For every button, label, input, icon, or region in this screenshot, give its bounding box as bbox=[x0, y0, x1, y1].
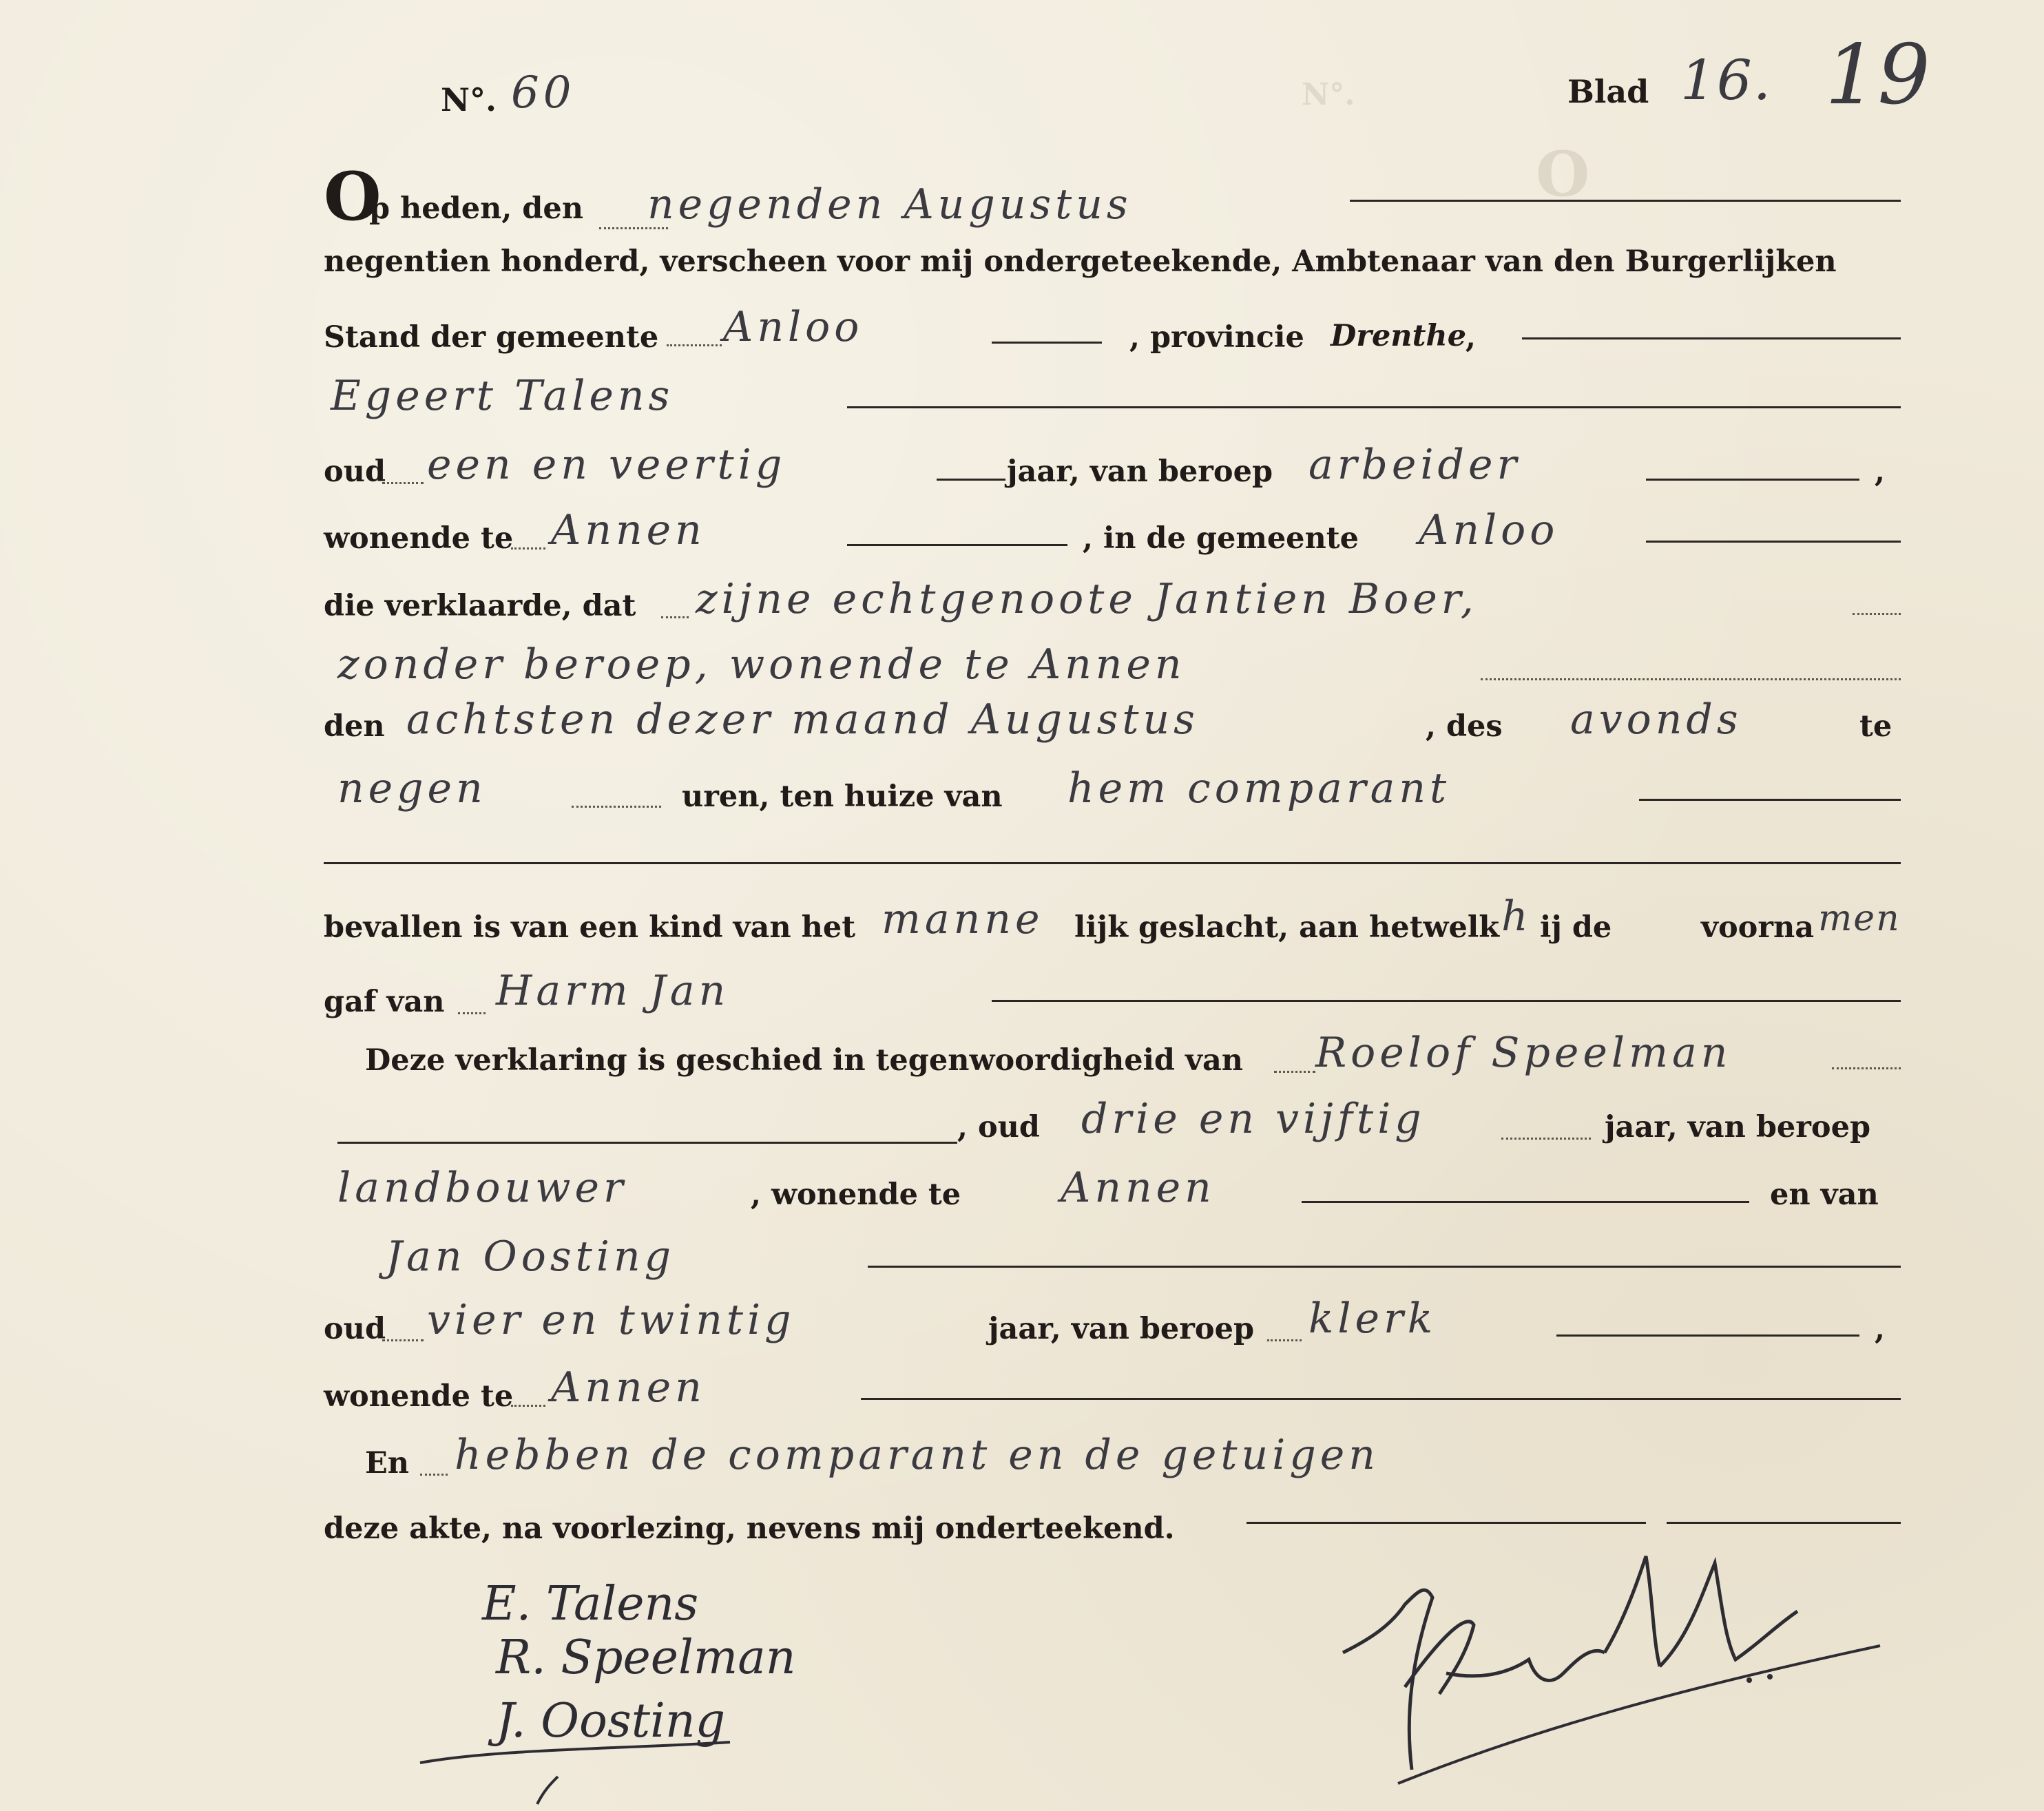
line-7-dots-end bbox=[1853, 613, 1901, 615]
witness-2-name: Jan Oosting bbox=[386, 1233, 675, 1281]
signature-declarant: E. Talens bbox=[482, 1577, 699, 1631]
line-11-text-d: voorna bbox=[1701, 910, 1815, 945]
declarant-name: Egeert Talens bbox=[331, 372, 674, 420]
line-14-text-a: , oud bbox=[957, 1110, 1040, 1144]
line-9-text-b: , des bbox=[1426, 709, 1503, 744]
closing-statement: hebben de comparant en de getuigen bbox=[455, 1431, 1379, 1479]
line-17-text-b: jaar, van beroep bbox=[988, 1312, 1255, 1346]
birth-daypart: avonds bbox=[1570, 695, 1742, 744]
line-3-rule-end bbox=[1522, 337, 1901, 339]
child-name: Harm Jan bbox=[496, 967, 730, 1015]
line-5-dots-a bbox=[382, 482, 424, 484]
record-number-value: 60 bbox=[511, 67, 576, 118]
line-5-rule-b bbox=[1646, 479, 1859, 481]
witness-1-name: Roelof Speelman bbox=[1315, 1029, 1732, 1077]
line-17-dots-b bbox=[1267, 1339, 1302, 1341]
line-15-rule bbox=[1302, 1201, 1749, 1203]
line-1-date: negenden Augustus bbox=[647, 180, 1132, 229]
signature-witness-2: J. Oosting bbox=[496, 1694, 726, 1748]
line-2-text: negentien honderd, verscheen voor mij ondergeteekende, Ambtenaar van den Burgerlijken bbox=[324, 244, 1837, 279]
line-12-rule bbox=[992, 1000, 1901, 1002]
page-number: 16. bbox=[1680, 48, 1773, 112]
line-15-text-a: , wonende te bbox=[751, 1177, 961, 1212]
line-12-dots bbox=[458, 1012, 486, 1014]
line-3-text-c: , bbox=[1466, 320, 1476, 355]
line-20-rule-b bbox=[1667, 1522, 1901, 1524]
line-14-text-b: jaar, van beroep bbox=[1605, 1110, 1871, 1144]
witness-2-age: vier en twintig bbox=[427, 1296, 795, 1344]
line-7-text: die verklaarde, dat bbox=[324, 589, 636, 623]
line-11-hand-b: h bbox=[1501, 892, 1532, 941]
line-3-text-b: , provincie bbox=[1129, 320, 1304, 355]
witness-2-occupation: klerk bbox=[1308, 1295, 1437, 1343]
declarant-occupation: arbeider bbox=[1308, 441, 1521, 489]
line-5-text-a: oud bbox=[324, 454, 386, 489]
line-6-rule-b bbox=[1646, 541, 1901, 543]
line-14-rule bbox=[337, 1142, 957, 1144]
record-number-label: N°. bbox=[441, 81, 497, 118]
line-6-dots-a bbox=[511, 547, 545, 549]
province: Drenthe bbox=[1331, 319, 1467, 353]
signature-flourish bbox=[413, 1721, 895, 1811]
mother-occupation-residence: zonder beroep, wonende te Annen bbox=[337, 640, 1186, 689]
line-13-dots-end bbox=[1832, 1067, 1901, 1069]
municipality: Anloo bbox=[723, 303, 864, 351]
mother-statement: zijne echtgenoote Jantien Boer, bbox=[696, 575, 1478, 623]
line-7-dots bbox=[661, 616, 689, 618]
line-17-text-c: , bbox=[1875, 1312, 1885, 1346]
line-13-text: Deze verklaring is geschied in tegenwoordigheid van bbox=[365, 1043, 1244, 1078]
line-1-text: p heden, den bbox=[369, 191, 583, 226]
line-12-text: gaf van bbox=[324, 985, 445, 1019]
line-5-text-c: , bbox=[1875, 454, 1885, 489]
line-9-text-c: te bbox=[1859, 709, 1892, 744]
line-18-rule bbox=[861, 1398, 1901, 1400]
line-11-text-c: ij de bbox=[1540, 910, 1612, 945]
line-5-text-b: jaar, van beroep bbox=[1007, 454, 1273, 489]
line-9-text-a: den bbox=[324, 709, 385, 744]
birth-hour: negen bbox=[337, 764, 487, 813]
line-10-rule bbox=[1639, 799, 1901, 801]
witness-2-residence: Annen bbox=[551, 1363, 706, 1412]
page-label: Blad bbox=[1567, 73, 1649, 110]
birth-date: achtsten dezer maand Augustus bbox=[406, 695, 1199, 744]
capital-initial: O bbox=[324, 158, 382, 235]
birth-place: hem comparant bbox=[1067, 764, 1451, 813]
residence-municipality: Anloo bbox=[1419, 506, 1559, 554]
line-11-text-b: lijk geslacht, aan hetwelk bbox=[1074, 910, 1500, 945]
page-number-extra: 19 bbox=[1825, 28, 1930, 123]
line-19-text: En bbox=[365, 1446, 410, 1480]
line-15-text-b: en van bbox=[1770, 1177, 1879, 1212]
line-4-rule bbox=[847, 406, 1901, 408]
witness-1-occupation: landbouwer bbox=[337, 1164, 627, 1212]
witness-1-residence: Annen bbox=[1061, 1164, 1216, 1212]
line-10-text: uren, ten huize van bbox=[682, 779, 1003, 814]
line-20-rule-a bbox=[1247, 1522, 1646, 1524]
line-6-rule-a bbox=[847, 544, 1067, 546]
bleed-through-initial: O bbox=[1536, 138, 1590, 211]
line-18-text: wonende te bbox=[324, 1379, 514, 1414]
line-10-dots-a bbox=[572, 806, 661, 808]
line-16-rule bbox=[868, 1266, 1901, 1268]
declarant-residence: Annen bbox=[551, 506, 706, 554]
line-11-text-a: bevallen is van een kind van het bbox=[324, 910, 856, 945]
line-17-text-a: oud bbox=[324, 1312, 386, 1346]
declarant-age: een en veertig bbox=[427, 441, 786, 489]
child-sex: manne bbox=[882, 895, 1044, 943]
signature-witness-1: R. Speelman bbox=[496, 1631, 796, 1685]
line-19-dots bbox=[420, 1474, 448, 1476]
witness-1-age: drie en vijftig bbox=[1081, 1095, 1426, 1143]
line-17-dots-a bbox=[382, 1339, 424, 1341]
line-13-dots bbox=[1274, 1071, 1315, 1073]
line-3-dots bbox=[667, 344, 722, 346]
blank-rule bbox=[324, 862, 1901, 864]
line-8-dots bbox=[1481, 678, 1901, 680]
line-3-rule bbox=[992, 342, 1102, 344]
line-6-text-a: wonende te bbox=[324, 521, 514, 556]
line-1-rule bbox=[1350, 200, 1901, 202]
bleed-through-number: N°. bbox=[1302, 77, 1355, 112]
line-3-text-a: Stand der gemeente bbox=[324, 320, 659, 355]
line-6-text-b: , in de gemeente bbox=[1083, 521, 1359, 556]
line-14-dots bbox=[1501, 1138, 1591, 1140]
line-11-hand-c: men bbox=[1818, 898, 1901, 939]
line-5-rule-a bbox=[937, 479, 1005, 481]
registrar-signature bbox=[1329, 1536, 1894, 1797]
line-17-rule bbox=[1556, 1334, 1859, 1337]
line-18-dots bbox=[511, 1405, 545, 1407]
line-20-text: deze akte, na voorlezing, nevens mij onderteekend. bbox=[324, 1511, 1175, 1546]
